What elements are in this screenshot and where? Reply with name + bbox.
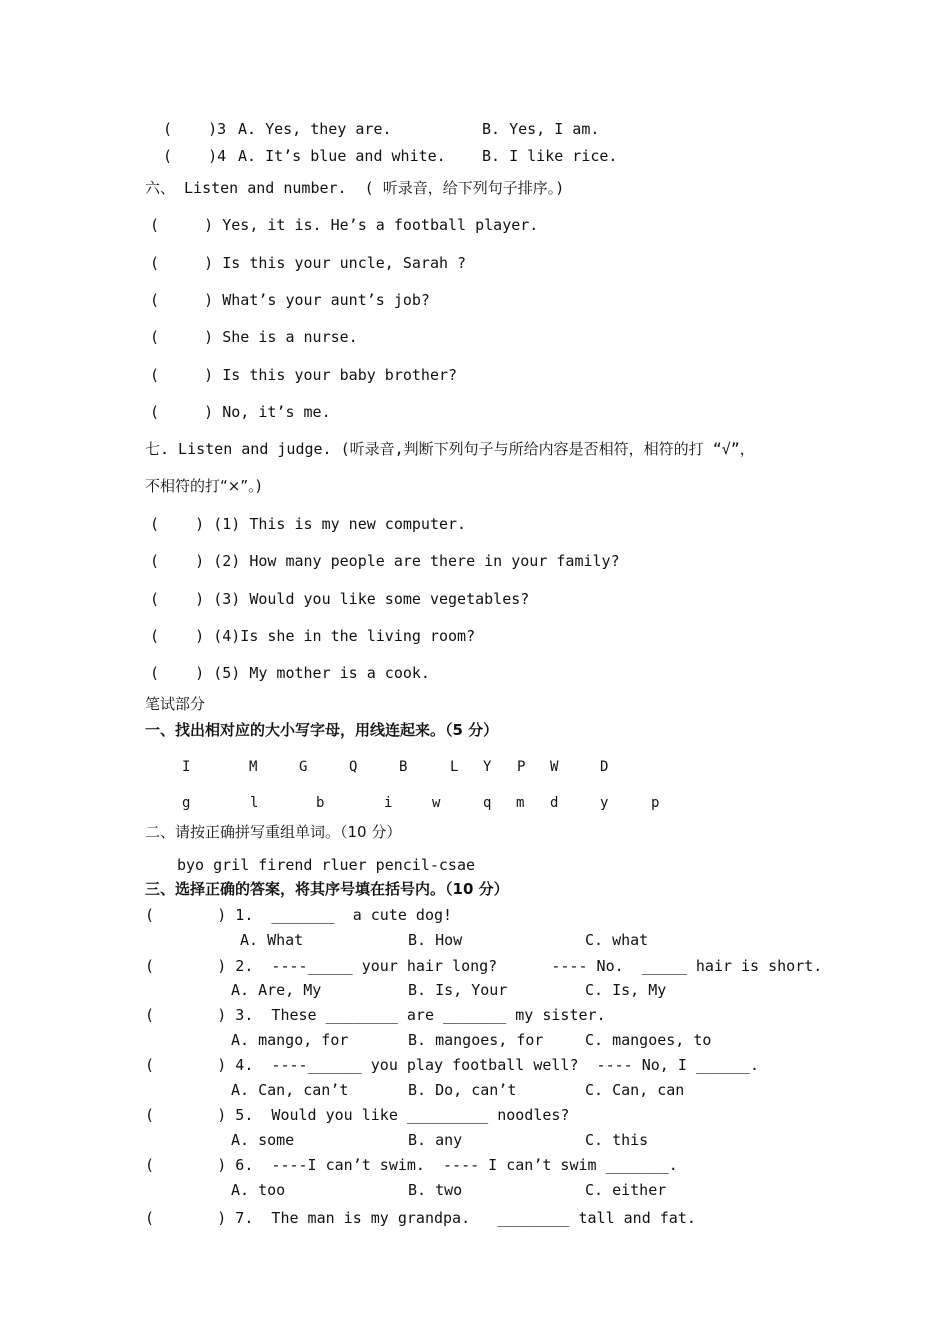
mc-option-b: B. any xyxy=(408,1131,463,1149)
mc-option-a: A. too xyxy=(231,1181,286,1199)
uppercase-letter: W xyxy=(550,759,559,775)
mc-option-c: C. Can, can xyxy=(585,1081,685,1099)
mc-option-a: A. Are, My xyxy=(231,981,322,999)
lowercase-letter: y xyxy=(600,795,609,811)
mc-option-b: B. How xyxy=(408,931,463,949)
lowercase-letter: i xyxy=(384,795,393,811)
section7-title-line2: 不相符的打“×”。) xyxy=(145,477,262,495)
section7-item: ( ) (2) How many people are there in your family? xyxy=(150,552,620,570)
uppercase-letter: P xyxy=(517,759,526,775)
part3-title: 三、选择正确的答案，将其序号填在括号内。（10 分） xyxy=(145,880,509,898)
uppercase-letter: Q xyxy=(349,759,358,775)
listen-item-4-option-a: A. It’s blue and white. xyxy=(238,147,446,165)
written-part-header: 笔试部分 xyxy=(145,695,206,713)
section6-item: ( ) Is this your baby brother? xyxy=(150,366,458,384)
section7-item: ( ) (5) My mother is a cook. xyxy=(150,664,430,682)
lowercase-letter: l xyxy=(250,795,259,811)
mc-question: ( ) 6. ----I can’t swim. ---- I can’t swim _______. xyxy=(145,1156,678,1174)
lowercase-letter: d xyxy=(550,795,559,811)
uppercase-letter: L xyxy=(450,759,459,775)
mc-option-c: C. Is, My xyxy=(585,981,667,999)
uppercase-letter: G xyxy=(299,759,308,775)
lowercase-letter: w xyxy=(432,795,441,811)
mc-option-a: A. What xyxy=(240,931,304,949)
listen-item-4-paren: ( )4 xyxy=(163,147,227,165)
listen-item-3-option-a: A. Yes, they are. xyxy=(238,120,392,138)
uppercase-letter: Y xyxy=(483,759,492,775)
mc-question: ( ) 1. _______ a cute dog! xyxy=(145,906,453,924)
lowercase-letter: m xyxy=(516,795,525,811)
mc-option-b: B. two xyxy=(408,1181,463,1199)
lowercase-letter: q xyxy=(483,795,492,811)
mc-option-a: A. Can, can’t xyxy=(231,1081,349,1099)
mc-option-b: B. mangoes, for xyxy=(408,1031,544,1049)
section7-item: ( ) (3) Would you like some vegetables? xyxy=(150,590,530,608)
section7-item: ( ) (1) This is my new computer. xyxy=(150,515,467,533)
section6-item: ( ) What’s your aunt’s job? xyxy=(150,291,430,309)
section6-title: 六、 Listen and number. ( 听录音，给下列句子排序。) xyxy=(145,179,565,197)
uppercase-letter: D xyxy=(600,759,609,775)
section6-item: ( ) Is this your uncle, Sarah ? xyxy=(150,254,467,272)
mc-question: ( ) 4. ----______ you play football well? ---- No, I ______. xyxy=(145,1056,760,1074)
uppercase-letter: I xyxy=(182,759,191,775)
mc-question: ( ) 7. The man is my grandpa. ________ tall and fat. xyxy=(145,1209,696,1227)
mc-option-c: C. what xyxy=(585,931,649,949)
mc-option-b: B. Is, Your xyxy=(408,981,508,999)
mc-option-c: C. mangoes, to xyxy=(585,1031,712,1049)
part1-title: 一、找出相对应的大小写字母，用线连起来。（5 分） xyxy=(145,721,499,739)
lowercase-letter: p xyxy=(651,795,660,811)
mc-option-a: A. mango, for xyxy=(231,1031,349,1049)
mc-option-b: B. Do, can’t xyxy=(408,1081,517,1099)
part2-title: 二、请按正确拼写重组单词。（10 分） xyxy=(145,823,402,841)
listen-item-3-option-b: B. Yes, I am. xyxy=(482,120,600,138)
part2-scrambled-words: byo gril firend rluer pencil-csae xyxy=(177,856,476,874)
section6-item: ( ) No, it’s me. xyxy=(150,403,331,421)
mc-option-a: A. some xyxy=(231,1131,295,1149)
section7-title-line1: 七. Listen and judge. (听录音,判断下列句子与所给内容是否相符，相符的打 “√”， xyxy=(145,440,755,458)
lowercase-letter: g xyxy=(182,795,191,811)
section6-item: ( ) She is a nurse. xyxy=(150,328,358,346)
mc-question: ( ) 5. Would you like _________ noodles? xyxy=(145,1106,570,1124)
uppercase-letter: M xyxy=(249,759,258,775)
section6-item: ( ) Yes, it is. He’s a football player. xyxy=(150,216,539,234)
section7-item: ( ) (4)Is she in the living room? xyxy=(150,627,476,645)
uppercase-letter: B xyxy=(399,759,408,775)
mc-question: ( ) 2. ----_____ your hair long? ---- No. _____ hair is short. xyxy=(145,957,823,975)
listen-item-4-option-b: B. I like rice. xyxy=(482,147,618,165)
mc-option-c: C. either xyxy=(585,1181,667,1199)
mc-option-c: C. this xyxy=(585,1131,649,1149)
lowercase-letter: b xyxy=(316,795,325,811)
listen-item-3-paren: ( )3 xyxy=(163,120,227,138)
mc-question: ( ) 3. These ________ are _______ my sister. xyxy=(145,1006,606,1024)
